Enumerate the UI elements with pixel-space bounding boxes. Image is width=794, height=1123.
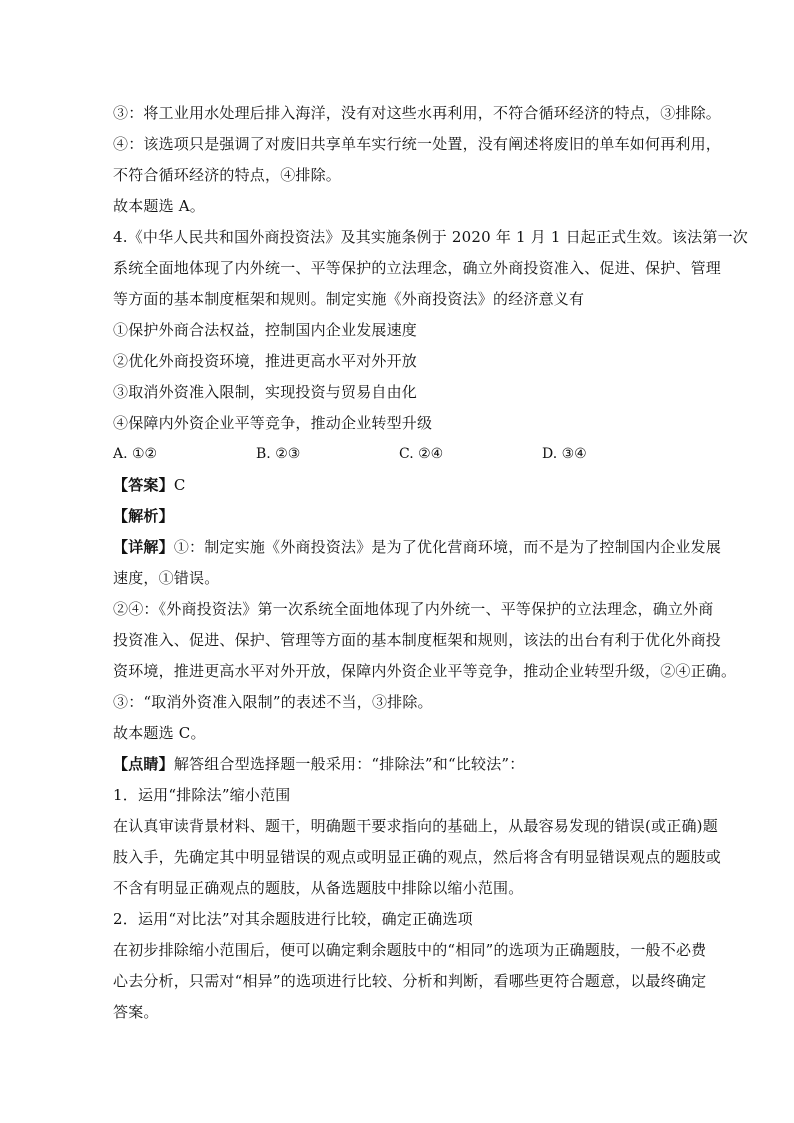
analysis-line: 故本题选 C。 <box>113 724 206 742</box>
question-block <box>113 222 748 470</box>
tip-line: 2．运用“对比法”对其余题肢进行比较，确定正确选项 <box>113 910 473 928</box>
tip-line: 心去分析，只需对“相异”的选项进行比较、分析和判断，看哪些更符合题意，以最终确定 <box>113 972 707 990</box>
option-b: B. ②③ <box>256 446 301 462</box>
analysis-label: 【解析】 <box>113 507 174 525</box>
question-item: ①保护外商合法权益，控制国内企业发展速度 <box>113 321 418 339</box>
text-line: 故本题选 A。 <box>113 197 206 215</box>
tip-line: 肢入手，先确定其中明显错误的观点或明显正确的观点，然后将含有明显错误观点的题肢或 <box>113 848 722 866</box>
analysis-block <box>113 532 737 749</box>
tip-line: 1．运用“排除法”缩小范围 <box>113 786 291 804</box>
analysis-line: 投资准入、促进、保护、管理等方面的基本制度框架和规则，该法的出台有利于优化外商投 <box>113 631 722 649</box>
detail-label: 【详解】 <box>113 538 174 556</box>
document-page <box>113 98 748 1028</box>
question-stem-line: 4.《中华人民共和国外商投资法》及其实施条例于 2020 年 1 月 1 日起正式生效。该法第一次 <box>113 228 748 246</box>
tip-line: 在认真审读背景材料、题干，明确题干要求指向的基础上，从最容易发现的错误(或正确)题 <box>113 817 718 835</box>
analysis-text: ①：制定实施《外商投资法》是为了优化营商环境，而不是为了控制国内企业发展 <box>173 538 722 556</box>
answer-value: C <box>173 476 186 494</box>
answer-line <box>113 470 685 501</box>
analysis-line <box>113 532 722 563</box>
tip-intro: 解答组合型选择题一般采用：“排除法”和“比较法”： <box>173 755 525 773</box>
tip-line: 答案。 <box>113 1003 159 1021</box>
text-line: ④：该选项只是强调了对废旧共享单车实行统一处置，没有阐述将废旧的单车如何再利用， <box>113 135 722 153</box>
answer-label: 【答案】 <box>113 476 174 494</box>
question-item: ④保障内外资企业平等竞争，推动企业转型升级 <box>113 414 433 432</box>
tip-line: 在初步排除缩小范围后，便可以确定剩余题肢中的“相同”的选项为正确题肢，一般不必费 <box>113 941 707 959</box>
text-line: 不符合循环经济的特点，④排除。 <box>113 166 342 184</box>
option-a: A. ①② <box>113 446 158 462</box>
analysis-line: ②④：《外商投资法》第一次系统全面地体现了内外统一、平等保护的立法理念，确立外商 <box>113 600 714 618</box>
text-line: ③：将工业用水处理后排入海洋，没有对这些水再利用，不符合循环经济的特点，③排除。 <box>113 104 722 122</box>
tip-line: 不含有明显正确观点的题肢，从备选题肢中排除以缩小范围。 <box>113 879 524 897</box>
analysis-line: ③：“取消外资准入限制”的表述不当，③排除。 <box>113 693 433 711</box>
question-stem-line: 系统全面地体现了内外统一、平等保护的立法理念，确立外商投资准入、促进、保护、管理 <box>113 259 722 277</box>
question-item: ②优化外商投资环境，推进更高水平对外开放 <box>113 352 418 370</box>
tip-intro-line <box>113 749 685 780</box>
analysis-line: 速度，①错误。 <box>113 569 220 587</box>
option-c: C. ②④ <box>399 446 444 462</box>
question-stem-line: 等方面的基本制度框架和规则。制定实施《外商投资法》的经济意义有 <box>113 290 585 308</box>
previous-explanation <box>113 98 722 222</box>
question-item: ③取消外资准入限制，实现投资与贸易自由化 <box>113 383 418 401</box>
analysis-line: 资环境，推进更高水平对外开放，保障内外资企业平等竞争，推动企业转型升级，②④正确。 <box>113 662 737 680</box>
answer-options <box>113 439 685 470</box>
tip-label: 【点睛】 <box>113 755 174 773</box>
tip-block <box>113 749 722 1028</box>
option-d: D. ③④ <box>542 446 587 462</box>
